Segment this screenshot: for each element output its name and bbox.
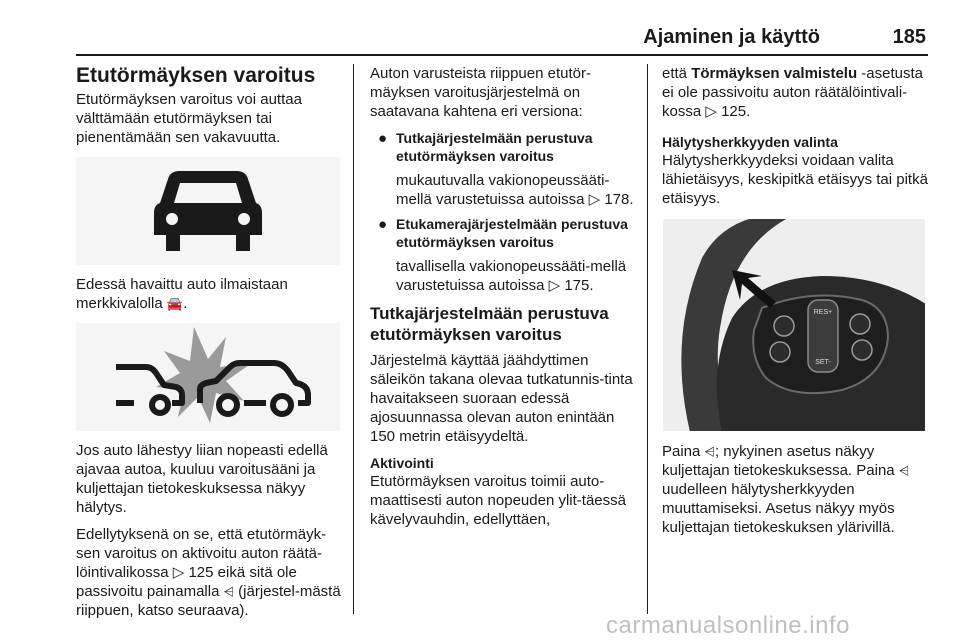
column-left <box>76 64 344 628</box>
watermark: carmanualsonline.info <box>606 612 850 639</box>
detect-paragraph: Edessä havaittu auto ilmaistaan merkkivalolla 🚘. <box>76 276 288 312</box>
setting-name: Törmäyksen valmistelu <box>691 65 858 82</box>
fca-button-icon: ⩤ <box>223 584 234 599</box>
section-subtitle: Tutkajärjestelmään perustuva etutörmäyksen varoitus <box>370 304 609 344</box>
steering-wheel-icon <box>662 218 926 432</box>
intro-paragraph: Etutörmäyksen varoitus voi auttaa välttämään etutörmäyksen tai pienentämään sen vakavuutta. <box>76 91 302 146</box>
car-front-figure <box>76 157 340 265</box>
continuation-paragraph: että Törmäyksen valmistelu -asetusta ei ole passivoitu auton räätälöintivali-kossa ▷ 125. <box>662 65 923 120</box>
page-ref-arrow-icon: ▷ <box>588 191 601 208</box>
fca-button-icon: ⩤ <box>704 444 715 459</box>
column-right <box>662 64 930 545</box>
page-ref: 178. <box>604 191 634 208</box>
page-ref-arrow-icon: ▷ <box>172 564 185 581</box>
page-ref: 125 <box>188 564 214 581</box>
bullet-body: tavallisella vakionopeussääti-mellä varustetuissa autoissa ▷ 175. <box>396 258 627 294</box>
page-number: 185 <box>892 26 926 48</box>
list-item <box>370 215 636 295</box>
page-ref: 125. <box>721 103 751 120</box>
press-paragraph: Paina ⩤; nykyinen asetus näkyy kuljettajan tietokeskuksessa. Paina ⩤ uudelleen hälytysherkkyyden muuttamiseksi. Asetus näkyy myös kuljettajan tietokeskuksen ylärivillä. <box>662 443 910 536</box>
section-title: Ajaminen ja käyttö <box>643 26 820 48</box>
steering-wheel-figure <box>662 218 926 432</box>
bullet-dot: ● <box>378 216 388 233</box>
car-indicator-icon: 🚘 <box>166 296 184 311</box>
car-front-icon <box>76 157 340 265</box>
list-item <box>370 129 636 209</box>
fca-button-icon: ⩤ <box>898 463 910 478</box>
svg-text:RES+: RES+ <box>813 309 833 316</box>
page-header <box>76 26 928 56</box>
page-ref-arrow-icon: ▷ <box>548 277 561 294</box>
bullet-dot: ● <box>378 130 388 147</box>
activation-heading: Aktivointi <box>370 455 434 471</box>
collision-icon <box>76 323 340 431</box>
sensitivity-heading: Hälytysherkkyyden valinta <box>662 134 838 150</box>
bullet-title: Tutkajärjestelmään perustuva etutörmäyksen varoitus <box>396 130 593 164</box>
bullet-body: mukautuvalla vakionopeussääti-mellä varustetuissa autoissa ▷ 178. <box>396 172 634 208</box>
activation-paragraph: Etutörmäyksen varoitus toimii auto-maattisesti auton nopeuden ylit-täessä kävelyvauhdin, edellyttäen, <box>370 473 626 528</box>
page-title: Etutörmäyksen varoitus <box>76 64 316 87</box>
condition-paragraph: Edellytyksenä on se, että etutörmäyk-sen varoitus on aktivoitu auton räätä-löintivalikossa ▷ 125 eikä sitä ole passivoitu painamalla ⩤ (järjestel-mästä riippuen, katso seuraava). <box>76 526 341 619</box>
warning-paragraph: Jos auto lähestyy liian nopeasti edellä ajavaa autoa, kuuluu varoitusääni ja kuljettajan tietokeskuksessa näkyy hälytys. <box>76 442 328 516</box>
system-paragraph: Järjestelmä käyttää jäähdyttimen säleikön takana olevaa tutkatunnis-tinta havaitakseen suoraan edessä ajosuunnassa olevan auton enintään 150 metrin etäisyydeltä. <box>370 352 633 445</box>
column-middle <box>370 64 636 537</box>
svg-text:SET-: SET- <box>815 359 831 366</box>
page-ref: 175. <box>564 277 594 294</box>
column-divider <box>353 64 354 614</box>
collision-figure <box>76 323 340 431</box>
column-divider <box>647 64 648 614</box>
sensitivity-paragraph: Hälytysherkkyydeksi voidaan valita lähietäisyys, keskipitkä etäisyys tai pitkä etäisyys. <box>662 152 928 207</box>
versions-intro: Auton varusteista riippuen etutör-mäyksen varoitusjärjestelmä on saatavana kahtena eri versiona: <box>370 65 591 120</box>
bullet-title: Etukamerajärjestelmään perustuva etutörmäyksen varoitus <box>396 216 628 250</box>
page-ref-arrow-icon: ▷ <box>705 103 717 120</box>
